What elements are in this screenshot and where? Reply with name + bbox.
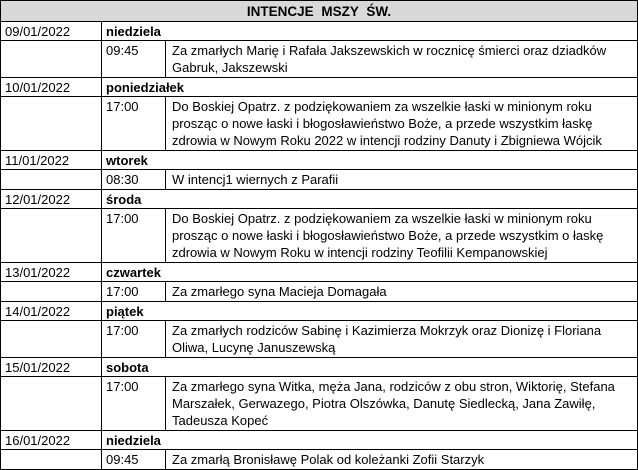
weekday-cell: niedziela — [102, 431, 638, 450]
mass-row — [1, 170, 638, 190]
day-header-row — [1, 22, 638, 41]
day-header-row — [1, 78, 638, 97]
mass-intention: Za zmarłych rodziców Sabinę i Kazimierza Mokrzyk oraz Dionizę i Floriana Oliwa, Lucynę Januszewską — [166, 321, 638, 358]
mass-row — [1, 41, 638, 78]
mass-row — [1, 450, 638, 470]
mass-time: 17:00 — [102, 321, 166, 358]
date-cell: 10/01/2022 — [1, 78, 102, 97]
weekday-cell: poniedziałek — [102, 78, 638, 97]
title-row — [1, 1, 638, 22]
date-cell: 09/01/2022 — [1, 22, 102, 41]
mass-row — [1, 97, 638, 151]
date-cell: 14/01/2022 — [1, 302, 102, 321]
mass-row — [1, 282, 638, 302]
date-cell: 12/01/2022 — [1, 190, 102, 209]
mass-time: 17:00 — [102, 97, 166, 151]
mass-row — [1, 209, 638, 263]
sheet-title: INTENCJE MSZY ŚW. — [1, 1, 638, 22]
date-cell: 16/01/2022 — [1, 431, 102, 450]
empty-date-cell — [1, 321, 102, 358]
empty-date-cell — [1, 170, 102, 190]
mass-time: 08:30 — [102, 170, 166, 190]
day-header-row — [1, 151, 638, 170]
mass-intention: Za zmarłego syna Witka, męża Jana, rodziców z obu stron, Wiktorię, Stefana Marszałek, Gerwazego, Piotra Olszówka, Danutę Siedlecką, Jana Zawiłę, Tadeusza Kopeć — [166, 377, 638, 431]
date-cell: 13/01/2022 — [1, 263, 102, 282]
empty-date-cell — [1, 282, 102, 302]
mass-row — [1, 377, 638, 431]
weekday-cell: czwartek — [102, 263, 638, 282]
mass-intention: W intencj1 wiernych z Parafii — [166, 170, 638, 190]
day-header-row — [1, 358, 638, 377]
weekday-cell: wtorek — [102, 151, 638, 170]
day-header-row — [1, 302, 638, 321]
mass-intention: Do Boskiej Opatrz. z podziękowaniem za wszelkie łaski w minionym roku prosząc o nowe łaski i błogosławieństwo Boże, a przede wszystkim łaskę zdrowia w Nowym Roku 2022 w intencji rodziny Danuty i Zbigniewa Wójcik — [166, 97, 638, 151]
empty-date-cell — [1, 209, 102, 263]
date-cell: 11/01/2022 — [1, 151, 102, 170]
mass-time: 17:00 — [102, 209, 166, 263]
day-header-row — [1, 263, 638, 282]
mass-time: 09:45 — [102, 41, 166, 78]
mass-intention: Za zmarłych Marię i Rafała Jakszewskich w rocznicę śmierci oraz dziadków Gabruk, Jakszewski — [166, 41, 638, 78]
empty-date-cell — [1, 41, 102, 78]
weekday-cell: niedziela — [102, 22, 638, 41]
mass-row — [1, 321, 638, 358]
mass-intention: Do Boskiej Opatrz. z podziękowaniem za wszelkie łaski w minionym roku prosząc o nowe łaski i błogosławieństwo Boże, a przede wszystkim o łaskę zdrowia w Nowym Roku w intencji rodziny Teofilii Kempanowskiej — [166, 209, 638, 263]
weekday-cell: środa — [102, 190, 638, 209]
day-header-row — [1, 431, 638, 450]
mass-intention: Za zmarłego syna Macieja Domagała — [166, 282, 638, 302]
mass-intention: Za zmarłą Bronisławę Polak od koleżanki Zofii Starzyk — [166, 450, 638, 470]
weekday-cell: piątek — [102, 302, 638, 321]
weekday-cell: sobota — [102, 358, 638, 377]
empty-date-cell — [1, 97, 102, 151]
mass-time: 09:45 — [102, 450, 166, 470]
mass-time: 17:00 — [102, 282, 166, 302]
date-cell: 15/01/2022 — [1, 358, 102, 377]
empty-date-cell — [1, 377, 102, 431]
mass-time: 17:00 — [102, 377, 166, 431]
day-header-row — [1, 190, 638, 209]
empty-date-cell — [1, 450, 102, 470]
